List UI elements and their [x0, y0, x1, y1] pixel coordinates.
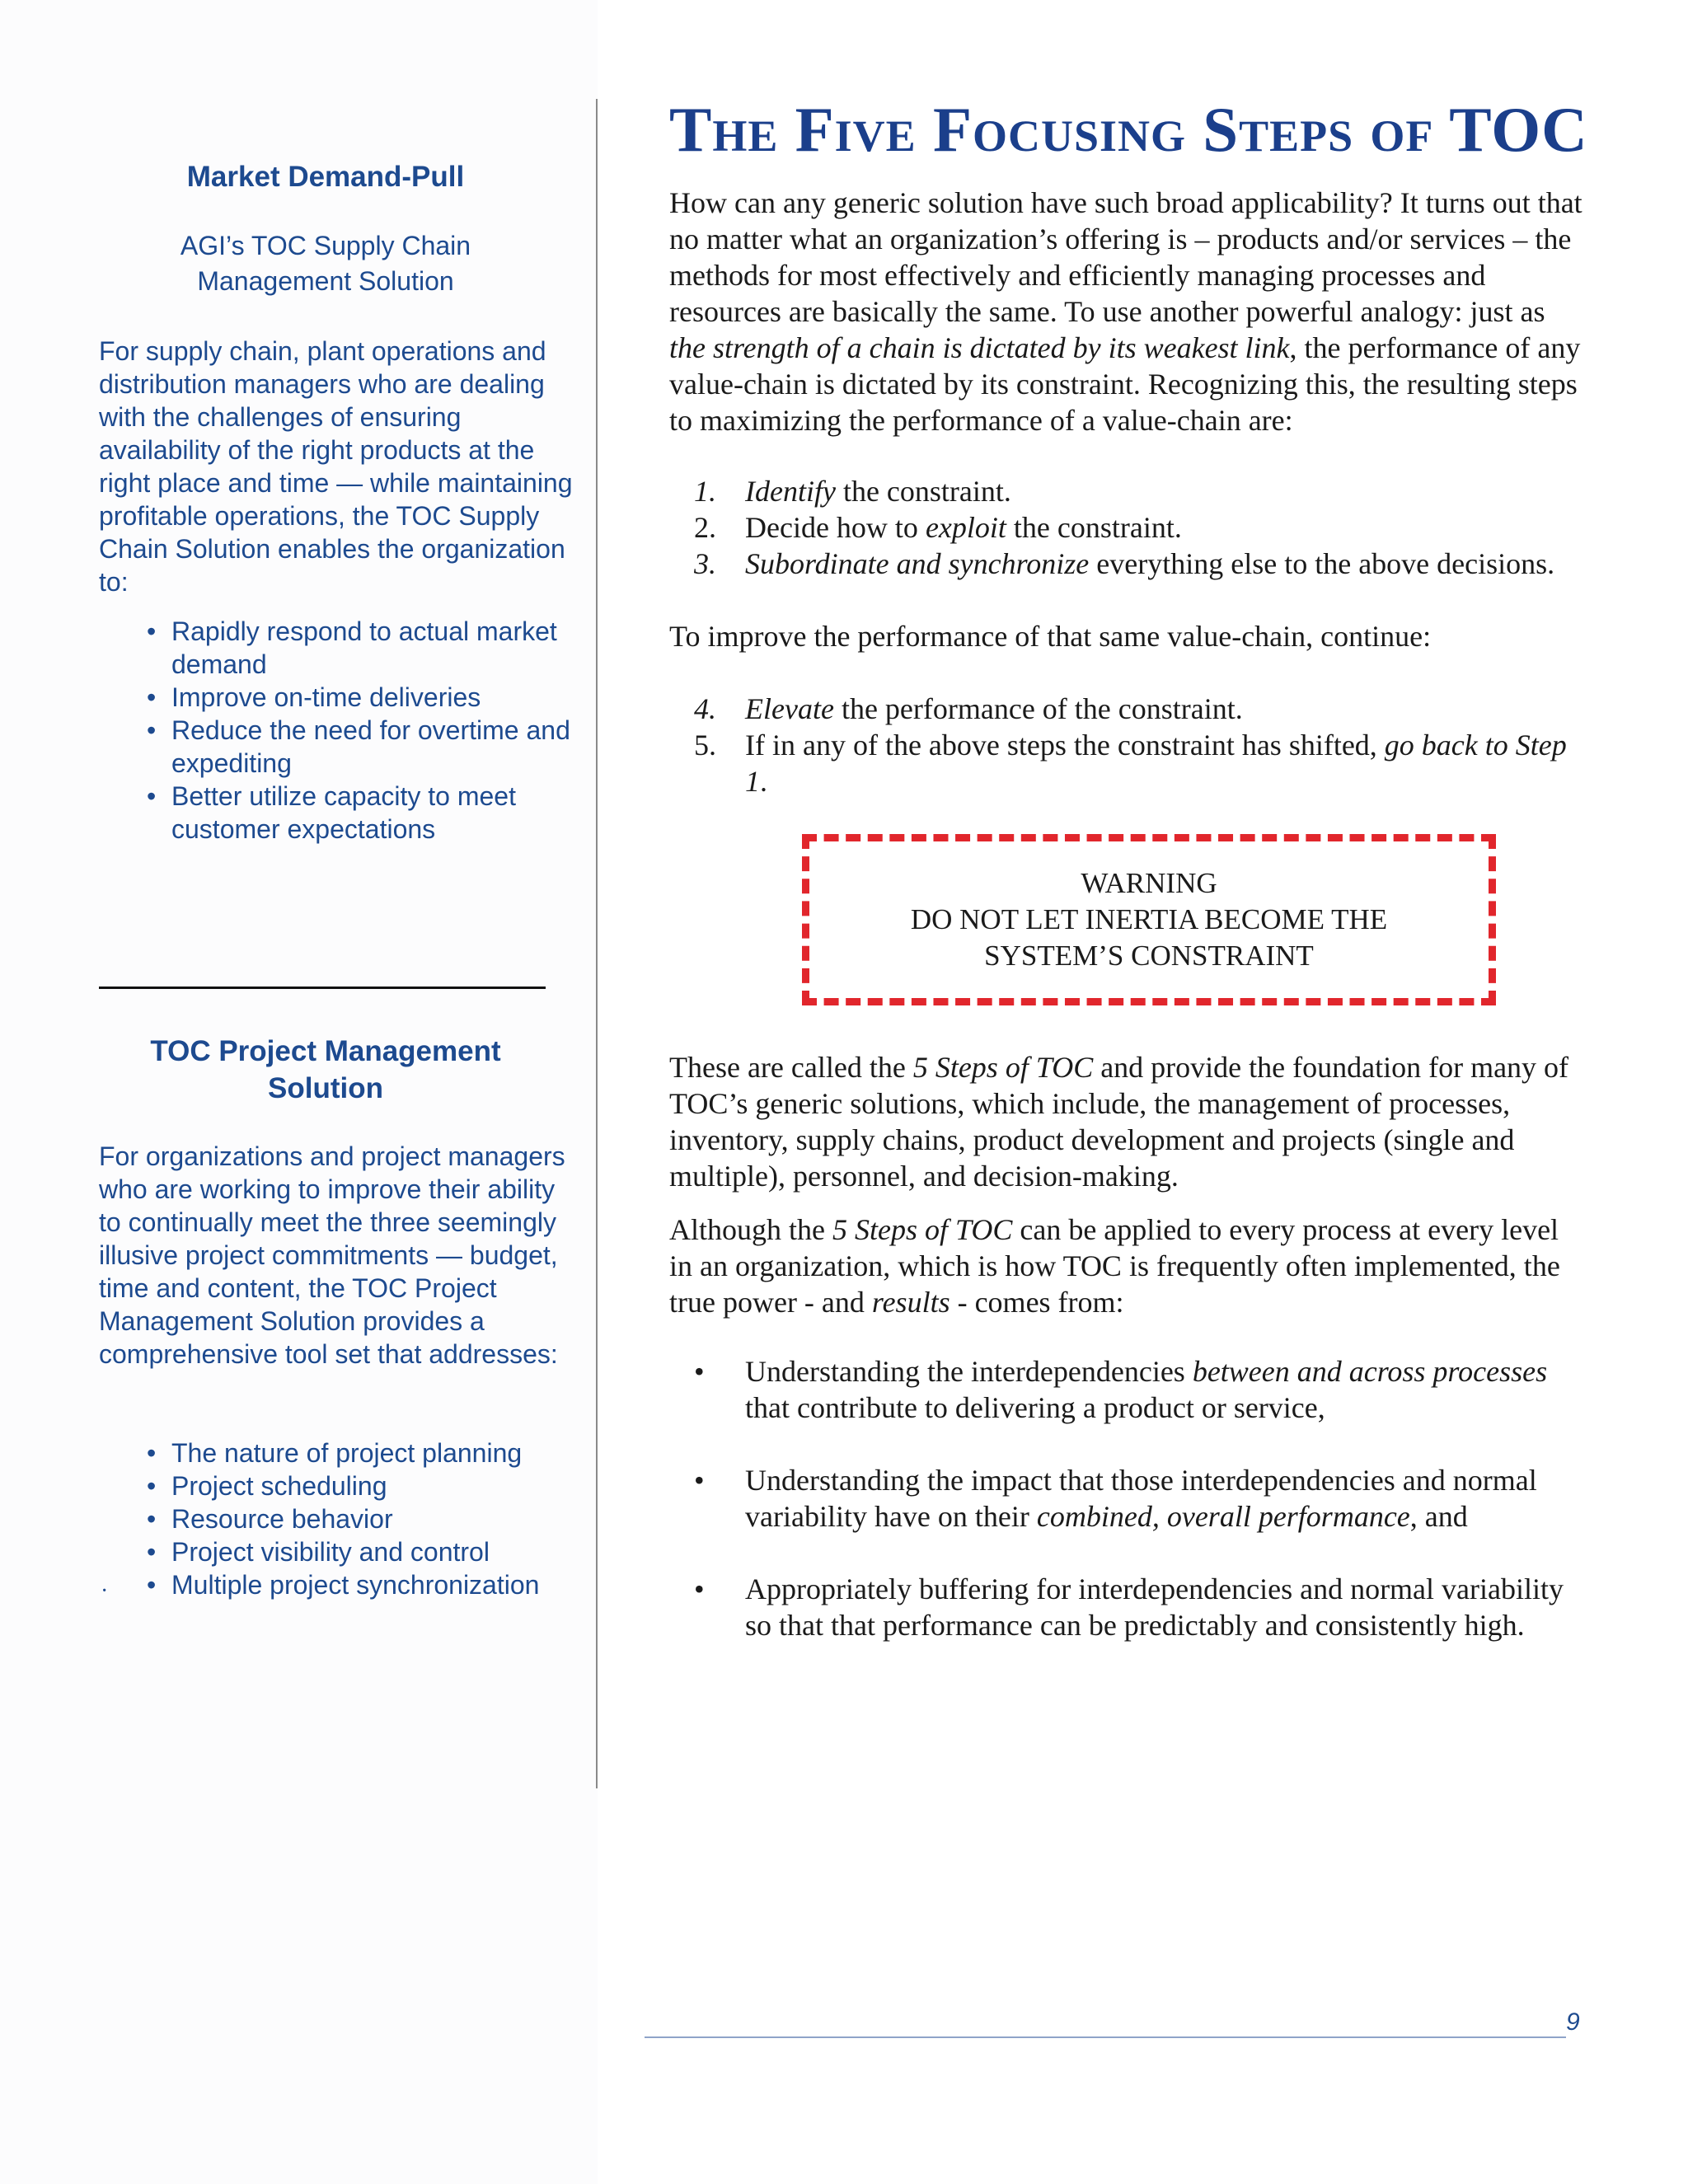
steps-list-1 — [694, 473, 1592, 582]
foundation-paragraph — [669, 1049, 1584, 1194]
paragraph-text: Although the — [669, 1213, 832, 1246]
project-heading-line1: TOC Project Management — [150, 1035, 501, 1067]
list-item — [694, 1462, 1592, 1535]
bullet-text: , and — [1409, 1500, 1468, 1533]
list-item: • Project scheduling — [147, 1469, 575, 1502]
paragraph-italic: 5 Steps of TOC — [832, 1213, 1013, 1246]
project-description: For organizations and project managers who are working to improve their ability to continually meet the three seemingly illusive project commitments — budget, time and content, the TOC Project Management Solution provides a comprehensive tool set that addresses: — [99, 1141, 565, 1369]
market-subtitle-line2: Management Solution — [197, 266, 454, 296]
step-number: 3. — [694, 547, 716, 580]
step-text: the constraint. — [1006, 511, 1182, 544]
bullet-text: Understanding the impact that those interdependencies and normal variability have on their — [745, 1464, 1537, 1533]
list-item: • Multiple project synchronization — [147, 1568, 575, 1601]
warning-line: SYSTEM’S CONSTRAINT — [984, 940, 1314, 972]
list-item — [694, 1571, 1592, 1643]
list-item: • Improve on-time deliveries — [147, 681, 575, 714]
paragraph-italic: 5 Steps of TOC — [912, 1051, 1094, 1084]
power-paragraph — [669, 1212, 1584, 1320]
warning-box — [802, 834, 1496, 1005]
paragraph-text: can be applied to every process at every level in an organization, which is how TOC is frequently often implemented, the true power - and — [669, 1213, 1560, 1319]
bullet-text: Appropriately buffering for interdependencies and normal variability so that that performance can be predictably and consistently high. — [745, 1572, 1564, 1642]
list-item: • Reduce the need for overtime and expediting — [147, 714, 575, 780]
list-item: • Resource behavior — [147, 1502, 575, 1535]
list-item — [694, 727, 1592, 799]
column-divider — [596, 99, 598, 1788]
list-item — [694, 691, 1592, 727]
bullet-text: Understanding the interdependencies — [745, 1355, 1193, 1388]
warning-line: DO NOT LET INERTIA BECOME THE — [910, 903, 1388, 935]
step-text: . — [760, 765, 767, 798]
step-italic: Elevate — [745, 692, 834, 725]
list-item: • Rapidly respond to actual market demand — [147, 615, 575, 681]
step-number: 4. — [694, 692, 716, 725]
paragraph-text: - comes from: — [950, 1286, 1124, 1319]
list-item — [694, 473, 1592, 509]
stray-mark: · — [101, 1578, 109, 1604]
step-text: everything else to the above decisions. — [1089, 547, 1555, 580]
market-description: For supply chain, plant operations and distribution managers who are dealing with the challenges of ensuring availability of the right products at the right place and time — while maintaining profitable operations, the TOC Supply Chain Solution enables the organization to: — [99, 336, 573, 597]
footer-rule — [645, 2036, 1566, 2038]
power-bullet-list — [694, 1353, 1592, 1680]
paragraph-italic: results — [871, 1286, 950, 1319]
steps-list-2 — [694, 691, 1592, 799]
market-heading: Market Demand-Pull — [186, 161, 465, 193]
step-text: Decide how to — [745, 511, 926, 544]
market-subtitle — [99, 228, 552, 299]
step-text: the performance of the constraint. — [833, 692, 1243, 725]
bullet-text: that contribute to delivering a product or service, — [745, 1391, 1325, 1424]
step-text: the constraint. — [835, 475, 1011, 508]
project-bullet-list — [147, 1436, 575, 1601]
project-heading — [99, 1033, 552, 1107]
intro-italic: the strength of a chain is dictated by its weakest link — [669, 331, 1290, 364]
step-number: 5. — [694, 729, 716, 762]
intro-paragraph — [669, 185, 1584, 438]
list-item: • Better utilize capacity to meet customer expectations — [147, 780, 575, 846]
list-item — [694, 546, 1592, 582]
list-item — [694, 1353, 1592, 1426]
project-heading-line2: Solution — [268, 1072, 383, 1104]
list-item — [694, 509, 1592, 546]
bullet-italic: between and across processes — [1192, 1355, 1548, 1388]
step-italic: go back to Step 1 — [745, 729, 1567, 798]
intro-text-b: , the performance of any value-chain is dictated by its constraint. Recognizing this, the resulting steps to maximizing the performance of a value-chain are: — [669, 331, 1581, 437]
step-text: If in any of the above steps the constraint has shifted, — [745, 729, 1385, 762]
bullet-italic: combined, overall performance — [1036, 1500, 1410, 1533]
warning-title: WARNING — [1081, 867, 1217, 899]
list-item: • Project visibility and control — [147, 1535, 575, 1568]
step-italic: exploit — [925, 511, 1006, 544]
list-item: • The nature of project planning — [147, 1436, 575, 1469]
paragraph-text: These are called the — [669, 1051, 913, 1084]
intro-text-a: How can any generic solution have such broad applicability? It turns out that no matter what an organization’s offering is – products and/or services – the methods for most effectively and efficiently managing processes and resources are basically the same. To use another powerful analogy: just as — [669, 186, 1582, 328]
step-italic: Identify — [745, 475, 836, 508]
page-number: 9 — [1566, 2008, 1580, 2036]
step-number: 1. — [694, 475, 716, 508]
market-bullet-list — [147, 615, 575, 846]
page-title: The Five Focusing Steps of TOC — [669, 94, 1588, 165]
section-divider — [99, 987, 546, 989]
paragraph-text: and provide the foundation for many of TOC’s generic solutions, which include, the management of processes, inventory, supply chains, product development and projects (single and multiple), personnel, and decision-making. — [669, 1051, 1569, 1193]
step-number: 2. — [694, 511, 716, 544]
continue-text: To improve the performance of that same value-chain, continue: — [669, 620, 1432, 653]
market-subtitle-line1: AGI’s TOC Supply Chain — [180, 231, 471, 260]
step-italic: Subordinate and synchronize — [745, 547, 1090, 580]
